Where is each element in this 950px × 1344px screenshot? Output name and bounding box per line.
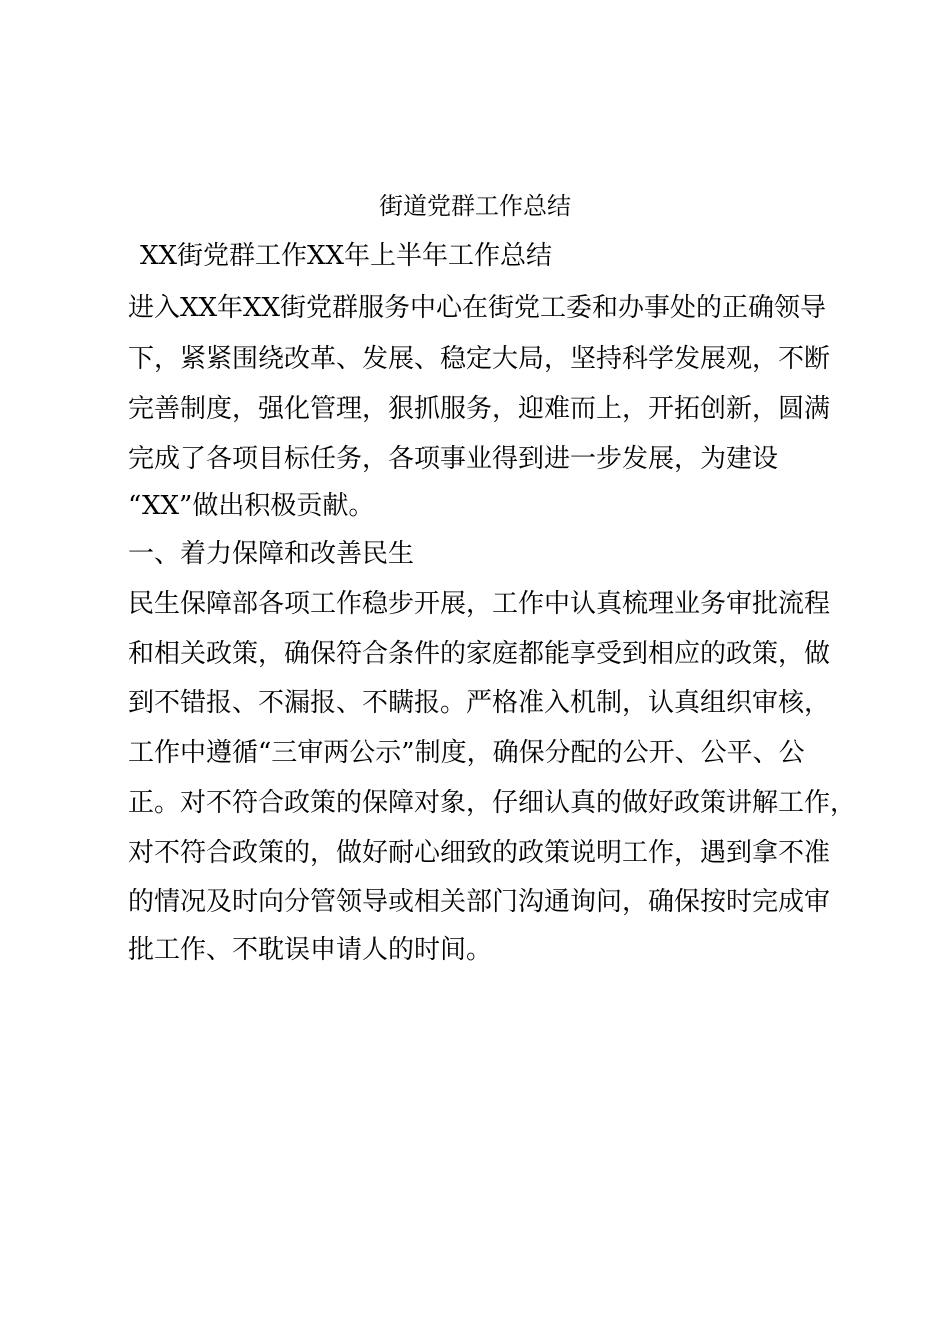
intro-line-3: 完善制度，强化管理，狠抓服务，迎难而上，开拓创新，圆满 [128,394,831,424]
intro-line-5: “XX”做出积极贡献。 [128,491,375,521]
section-line-6: 对不符合政策的，做好耐心细致的政策说明工作，遇到拿不准 [128,838,831,868]
intro-line-1: 进入XX年XX街党群服务中心在街党工委和办事处的正确领导 [128,293,827,323]
section-line-4: 工作中遵循“三审两公示”制度，确保分配的公开、公平、公 [128,738,805,768]
intro-line-4: 完成了各项目标任务，各项事业得到进一步发展，为建设 [128,444,779,474]
section-line-7: 的情况及时向分管领导或相关部门沟通询问，确保按时完成审 [128,887,831,917]
section-line-5: 正。对不符合政策的保障对象，仔细认真的做好政策讲解工作， [128,788,857,818]
intro-line-2: 下，紧紧围绕改革、发展、稳定大局，坚持科学发展观，不断 [128,344,831,374]
section-line-1: 民生保障部各项工作稳步开展，工作中认真梳理业务审批流程 [128,589,831,619]
section-line-3: 到不错报、不漏报、不瞒报。严格准入机制，认真组织审核， [128,688,831,718]
document-title: 街道党群工作总结 [379,192,571,220]
document-subtitle: XX街党群工作XX年上半年工作总结 [140,241,553,271]
section-line-8: 批工作、不耽误申请人的时间。 [128,935,493,965]
section-line-2: 和相关政策，确保符合条件的家庭都能享受到相应的政策，做 [128,639,831,669]
section-heading: 一、着力保障和改善民生 [128,539,415,569]
